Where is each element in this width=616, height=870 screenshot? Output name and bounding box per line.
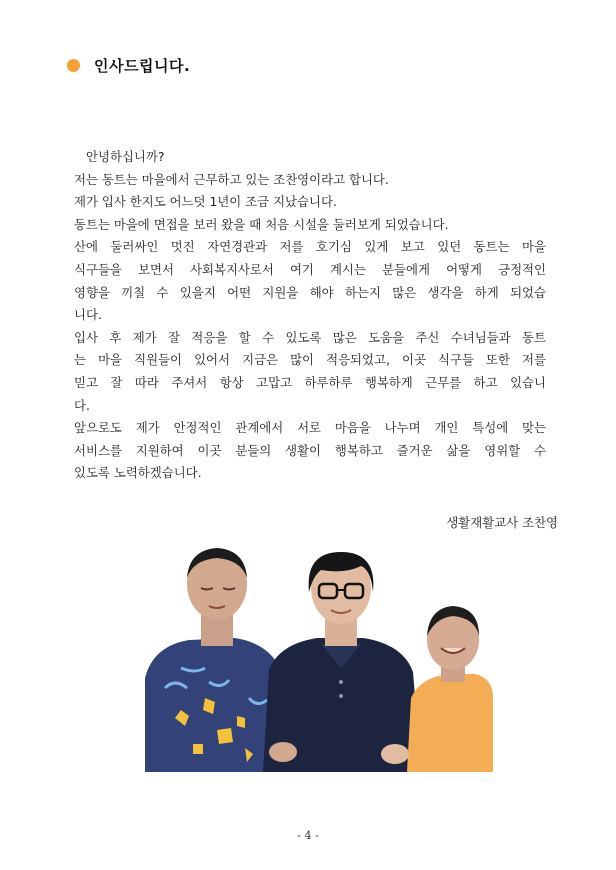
body-line: 니다.	[74, 307, 102, 323]
orange-bullet-icon	[67, 59, 80, 72]
body-line: 는 마을 직원들이 있어서 지금은 많이 적응되었고, 이곳 식구들 또한 저를	[74, 352, 546, 368]
greeting-body	[74, 146, 546, 485]
body-line: 다.	[74, 397, 90, 413]
body-line: 식구들을 보면서 사회복지사로서 여기 계시는 분들에게 어떻게 긍정적인	[74, 261, 546, 277]
author-signature: 생활재활교사 조찬영	[446, 515, 558, 530]
body-line: 입사 후 제가 잘 적응을 할 수 있도록 많은 도움을 주신 수녀님들과 동트	[74, 329, 546, 345]
body-line: 있도록 노력하겠습니다.	[74, 465, 202, 481]
body-line: 산에 둘러싸인 멋진 자연경관과 저를 호기심 있게 보고 있던 동트는 마을	[74, 239, 546, 255]
body-line: 영향을 끼칠 수 있을지 어떤 지원을 해야 하는지 많은 생각을 하게 되었습	[74, 284, 546, 300]
body-line: 앞으로도 제가 안정적인 관계에서 서로 마음을 나누며 개인 특성에 맞는	[74, 420, 546, 436]
page-number: - 4 -	[297, 829, 319, 842]
body-line: 믿고 잘 따라 주셔서 항상 고맙고 하루하루 행복하게 근무를 하고 있습니	[74, 374, 546, 390]
body-line: 서비스를 지원하여 이곳 분들의 생활이 행복하고 즐거운 삶을 영위할 수	[74, 442, 546, 458]
section-heading	[67, 55, 190, 76]
body-line: 동트는 마을에 면접을 보러 왔을 때 처음 시설을 둘러보게 되었습니다.	[74, 216, 449, 232]
body-line: 제가 입사 한지도 어느덧 1년이 조금 지났습니다.	[74, 194, 337, 210]
body-line: 저는 동트는 마을에서 근무하고 있는 조찬영이라고 합니다.	[74, 171, 389, 187]
group-photo	[145, 548, 493, 772]
heading-title: 인사드립니다.	[94, 57, 191, 75]
body-line: 안녕하십니까?	[86, 149, 165, 164]
